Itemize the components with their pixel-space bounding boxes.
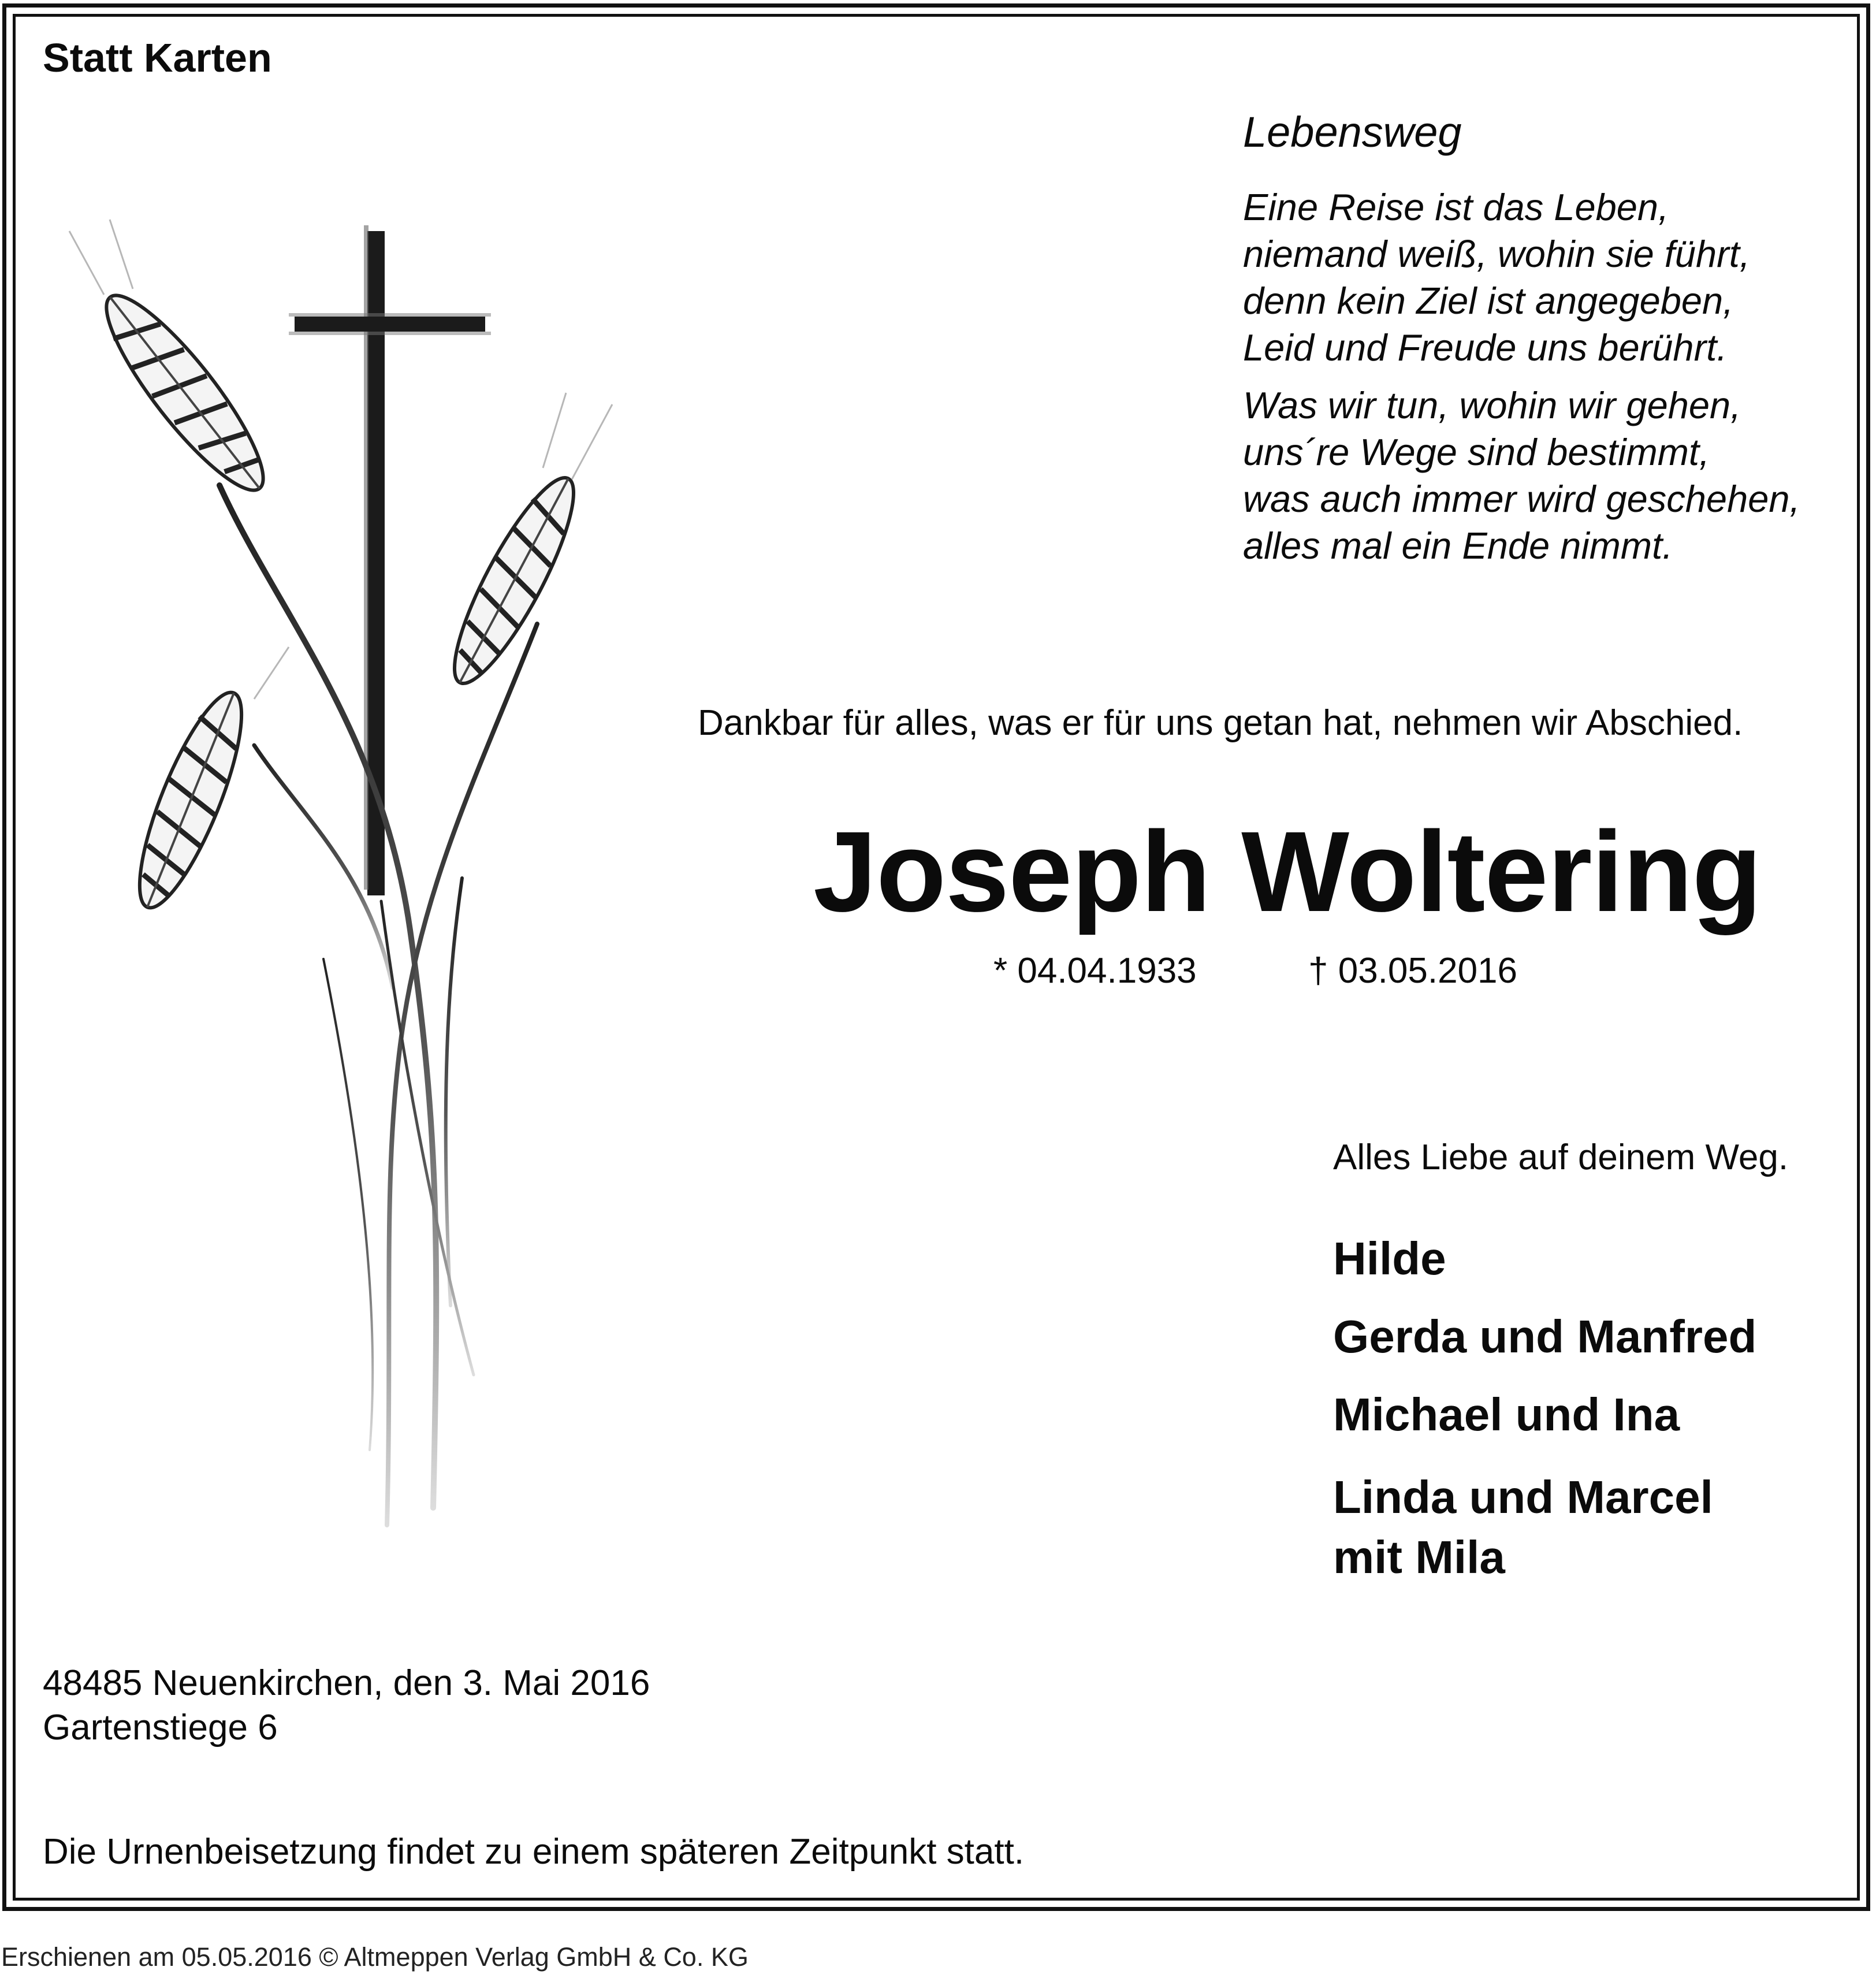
wheat-ear-lower-left-icon <box>121 682 261 918</box>
burial-note: Die Urnenbeisetzung findet zu einem späteren Zeitpunkt statt. <box>43 1832 1025 1872</box>
mourner-name: Hilde <box>1333 1233 1446 1284</box>
mourner-name: Linda und Marcel <box>1333 1471 1713 1523</box>
poem-title: Lebensweg <box>1243 108 1462 156</box>
poem-line: Leid und Freude uns berührt. <box>1243 326 1728 369</box>
address-line-1: 48485 Neuenkirchen, den 3. Mai 2016 <box>43 1663 650 1703</box>
death-date: † 03.05.2016 <box>1308 951 1518 991</box>
poem-line: alles mal ein Ende nimmt. <box>1243 525 1673 567</box>
mourner-name: Michael und Ina <box>1333 1389 1680 1440</box>
poem-line: niemand weiß, wohin sie führt, <box>1243 233 1750 275</box>
deceased-name: Joseph Woltering <box>813 808 1762 935</box>
statt-karten-label: Statt Karten <box>43 35 272 80</box>
farewell-text: Dankbar für alles, was er für uns getan hat, nehmen wir Abschied. <box>698 703 1743 743</box>
poem-stanza-1 <box>1243 184 1750 371</box>
mourner-name: Gerda und Manfred <box>1333 1311 1757 1362</box>
wheat-awns <box>69 220 612 699</box>
wheat-ear-left-icon <box>87 279 284 507</box>
address-line-2: Gartenstiege 6 <box>43 1708 278 1748</box>
publication-footer: Erschienen am 05.05.2016 © Altmeppen Verlag GmbH & Co. KG <box>1 1942 749 1972</box>
poem-line: Eine Reise ist das Leben, <box>1243 186 1669 228</box>
poem-line: was auch immer wird geschehen, <box>1243 478 1800 520</box>
birth-date: * 04.04.1933 <box>993 951 1197 991</box>
mourner-name: mit Mila <box>1333 1531 1505 1583</box>
wheat-ear-right-icon <box>436 466 593 696</box>
mourner-group <box>1333 1467 1713 1587</box>
poem-line: denn kein Ziel ist angegeben, <box>1243 280 1734 322</box>
poem-line: uns´re Wege sind bestimmt, <box>1243 431 1710 473</box>
cross-icon <box>289 225 491 895</box>
cross-and-wheat-icon <box>35 208 658 1548</box>
poem-line: Was wir tun, wohin wir gehen, <box>1243 384 1741 426</box>
poem-stanza-2 <box>1243 382 1800 569</box>
greeting-text: Alles Liebe auf deinem Weg. <box>1333 1137 1789 1177</box>
